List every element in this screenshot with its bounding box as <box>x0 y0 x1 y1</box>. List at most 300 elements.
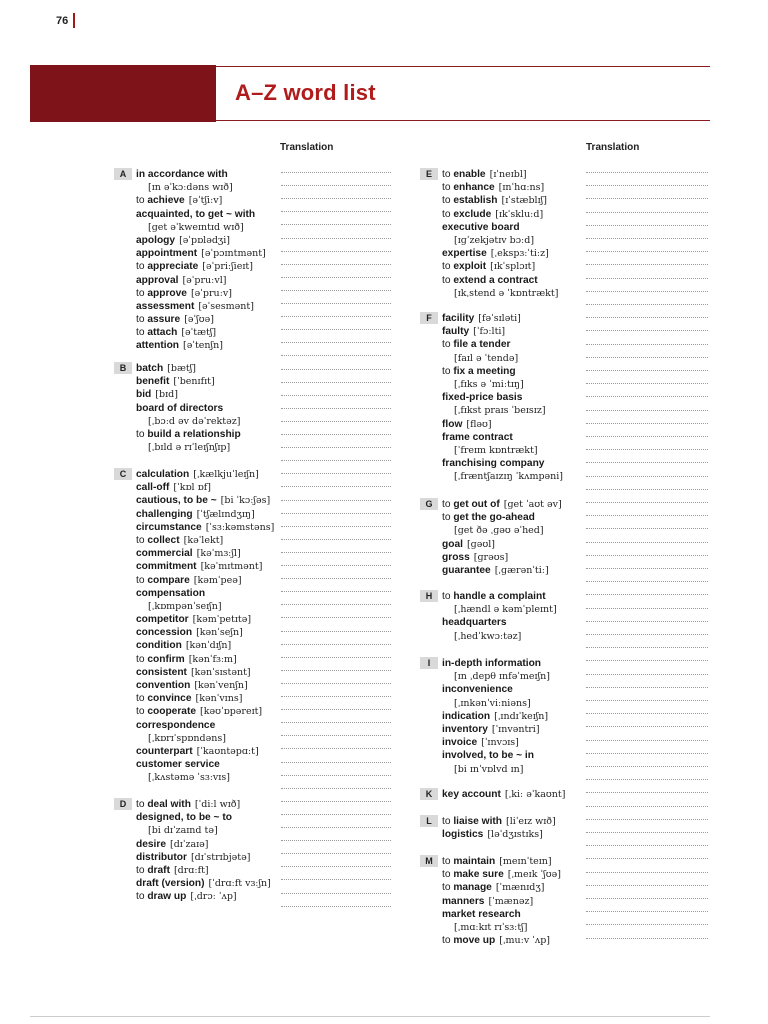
translation-line[interactable] <box>281 722 391 723</box>
word-entry <box>442 365 563 378</box>
entry-word: maintain <box>453 856 496 867</box>
translation-line[interactable] <box>586 872 708 873</box>
translation-line[interactable] <box>586 291 708 292</box>
section-letter: L <box>420 815 438 827</box>
translation-line[interactable] <box>281 565 391 566</box>
word-entry <box>442 815 556 828</box>
entry-prefix: to <box>136 287 148 299</box>
entry-pronunciation: [kənˈvɪns] <box>195 693 243 705</box>
translation-line[interactable] <box>586 410 708 411</box>
entry-pronunciation: [ˌdrɔː ˈʌp] <box>190 891 237 903</box>
translation-line[interactable] <box>586 924 708 925</box>
entry-word: concession <box>136 627 193 639</box>
word-entry <box>442 391 563 404</box>
word-entry <box>442 749 550 762</box>
translation-line[interactable] <box>586 858 708 859</box>
entry-pronunciation: [ˌmɑːkɪt rɪˈsɜːtʃ] <box>454 921 528 933</box>
entry-pronunciation: [ˈfɔːlti] <box>473 326 506 338</box>
page-title: A–Z word list <box>235 80 376 105</box>
entry-prefix: to <box>442 591 454 602</box>
word-entry <box>136 679 274 692</box>
translation-line[interactable] <box>281 617 391 618</box>
entry-word: inconvenience <box>442 684 513 696</box>
entry-word: goal <box>442 538 463 550</box>
entry-word: in accordance with <box>136 169 228 180</box>
translation-line[interactable] <box>281 329 391 330</box>
section-entries <box>136 468 274 785</box>
translation-line[interactable] <box>281 421 391 422</box>
translation-line[interactable] <box>281 853 391 854</box>
translation-line[interactable] <box>586 515 708 516</box>
entry-pronunciation: [ɪkˈskluːd] <box>495 208 544 220</box>
entry-prefix: to <box>442 208 454 220</box>
word-entry <box>136 653 274 666</box>
translation-line[interactable] <box>281 748 391 749</box>
entry-prefix: to <box>136 261 148 273</box>
translation-line[interactable] <box>586 766 708 767</box>
word-entry <box>442 338 563 351</box>
translation-line[interactable] <box>281 290 391 291</box>
translation-line[interactable] <box>281 447 391 448</box>
entry-word: fix a meeting <box>453 365 516 377</box>
word-entry <box>136 666 274 679</box>
translation-line[interactable] <box>281 827 391 828</box>
entry-prefix: to <box>442 512 454 524</box>
pronunciation-line <box>136 441 241 454</box>
entry-pronunciation: [ˌfɪkst praɪs ˈbeɪsɪz] <box>454 405 546 417</box>
translation-line[interactable] <box>281 906 391 907</box>
translation-line[interactable] <box>586 251 708 252</box>
translation-line[interactable] <box>586 330 708 331</box>
entry-pronunciation: [ɪkˈsplɔɪt] <box>490 261 536 273</box>
entry-prefix: to <box>442 339 454 351</box>
translation-line[interactable] <box>281 696 391 697</box>
translation-line[interactable] <box>586 647 708 648</box>
entry-word: designed, to be ~ to <box>136 812 232 824</box>
section-letter: G <box>420 498 438 510</box>
translation-line[interactable] <box>586 911 708 912</box>
pronunciation-line <box>442 670 550 683</box>
pronunciation-line <box>136 600 274 613</box>
translation-line[interactable] <box>281 251 391 252</box>
translation-line[interactable] <box>586 594 708 595</box>
translation-line[interactable] <box>586 740 708 741</box>
translation-line[interactable] <box>281 460 391 461</box>
entry-prefix: to <box>442 182 454 194</box>
pronunciation-line <box>442 444 563 457</box>
translation-line[interactable] <box>281 395 391 396</box>
header-red-block <box>30 65 216 122</box>
entry-prefix: to <box>442 365 454 377</box>
word-entry <box>442 710 550 723</box>
word-entry <box>136 194 266 207</box>
word-entry <box>136 326 266 339</box>
entry-pronunciation: [ˌmeɪk ˈʃʊə] <box>507 869 561 881</box>
entry-word: approve <box>147 287 187 299</box>
translation-line[interactable] <box>281 408 391 409</box>
translation-line[interactable] <box>281 644 391 645</box>
entry-pronunciation: [ˌbɔːd əv dəˈrektəz] <box>148 415 241 427</box>
word-entry <box>442 828 556 841</box>
translation-line[interactable] <box>586 845 708 846</box>
word-entry <box>136 388 241 401</box>
entry-word: expertise <box>442 248 487 260</box>
entry-prefix: to <box>136 428 148 440</box>
entry-word: make sure <box>453 869 504 881</box>
entry-pronunciation: [ˌfɪks ə ˈmiːtɪŋ] <box>454 378 524 390</box>
word-entry <box>442 260 558 273</box>
translation-line[interactable] <box>586 753 708 754</box>
entry-prefix: to <box>136 864 148 876</box>
entry-pronunciation: [ɡəʊl] <box>466 538 495 550</box>
entry-word: compare <box>147 574 190 586</box>
entry-word: appreciate <box>147 261 199 273</box>
section-letter: M <box>420 855 438 867</box>
word-entry <box>136 639 274 652</box>
entry-word: collect <box>147 534 180 546</box>
entry-word: establish <box>453 195 498 207</box>
translation-line[interactable] <box>586 726 708 727</box>
bottom-rule <box>30 1016 710 1017</box>
entry-pronunciation: [fləʊ] <box>466 418 492 430</box>
translation-line[interactable] <box>586 212 708 213</box>
word-entry <box>442 788 565 801</box>
entry-prefix: to <box>136 574 148 586</box>
section-entries <box>442 788 565 801</box>
entry-word: bid <box>136 389 152 401</box>
entry-pronunciation: [ˈkaʊntəpɑːt] <box>196 745 259 757</box>
entry-word: desire <box>136 838 167 850</box>
entry-word: competitor <box>136 614 189 626</box>
pronunciation-line <box>136 415 241 428</box>
translation-line[interactable] <box>281 814 391 815</box>
word-entry <box>442 168 558 181</box>
entry-pronunciation: [ˈmænəz] <box>488 895 534 907</box>
entry-word: exploit <box>453 261 487 273</box>
section-letter: H <box>420 590 438 602</box>
translation-line[interactable] <box>586 542 708 543</box>
translation-line[interactable] <box>586 396 708 397</box>
word-entry <box>442 221 558 234</box>
word-entry <box>136 626 274 639</box>
entry-prefix: to <box>442 499 454 510</box>
word-entry <box>136 300 266 313</box>
translation-line[interactable] <box>281 604 391 605</box>
pronunciation-line <box>442 524 562 537</box>
entry-pronunciation: [fəˈsɪləti] <box>478 313 521 324</box>
translation-line[interactable] <box>281 513 391 514</box>
entry-word: logistics <box>442 829 484 841</box>
translation-line[interactable] <box>586 449 708 450</box>
entry-pronunciation: [əˈpɔɪntmənt] <box>201 248 266 260</box>
translation-line[interactable] <box>586 264 708 265</box>
entry-pronunciation: [ɪnˈhɑːns] <box>498 182 545 194</box>
entry-pronunciation: [ˈmænɪdʒ] <box>495 882 545 894</box>
translation-line[interactable] <box>281 369 391 370</box>
word-entry <box>442 723 550 736</box>
translation-line[interactable] <box>586 198 708 199</box>
translation-line[interactable] <box>586 436 708 437</box>
entry-prefix: to <box>136 534 148 546</box>
entry-word: cautious, to be ~ <box>136 495 217 507</box>
translation-line[interactable] <box>281 342 391 343</box>
entry-prefix: to <box>442 816 454 827</box>
pronunciation-line <box>136 771 274 784</box>
word-entry <box>136 798 271 811</box>
translation-line[interactable] <box>281 788 391 789</box>
word-entry <box>136 274 266 287</box>
entry-pronunciation: [bi dɪˈzaɪnd tə] <box>148 825 218 837</box>
translation-line[interactable] <box>281 303 391 304</box>
translation-line[interactable] <box>281 224 391 225</box>
translation-line[interactable] <box>281 500 391 501</box>
section-entries <box>442 855 561 947</box>
entry-word: exclude <box>453 208 492 220</box>
translation-line[interactable] <box>586 819 708 820</box>
translation-line[interactable] <box>281 264 391 265</box>
entry-pronunciation: [ˌkiː əˈkaʊnt] <box>504 789 566 800</box>
entry-prefix: to <box>442 274 454 286</box>
translation-line[interactable] <box>281 840 391 841</box>
entry-pronunciation: [dɪˈzaɪə] <box>170 838 209 850</box>
translation-line[interactable] <box>586 172 708 173</box>
word-entry <box>442 538 562 551</box>
section-letter: E <box>420 168 438 180</box>
entry-word: counterpart <box>136 745 193 757</box>
entry-word: extend a contract <box>453 274 538 286</box>
translation-line[interactable] <box>281 486 391 487</box>
translation-line[interactable] <box>586 581 708 582</box>
translation-line[interactable] <box>586 792 708 793</box>
translation-line[interactable] <box>281 670 391 671</box>
entry-word: faulty <box>442 326 470 338</box>
translation-line[interactable] <box>586 568 708 569</box>
entry-pronunciation: [kəʊˈɒpəreɪt] <box>200 706 263 718</box>
entry-pronunciation: [ɪˈstæblɪʃ] <box>501 195 547 207</box>
entry-word: commercial <box>136 548 193 560</box>
translation-line[interactable] <box>586 832 708 833</box>
word-entry <box>136 287 266 300</box>
translation-line[interactable] <box>586 634 708 635</box>
word-entry <box>442 564 562 577</box>
translation-line[interactable] <box>586 938 708 939</box>
entry-word: call-off <box>136 482 170 494</box>
entry-word: indication <box>442 710 491 722</box>
translation-line[interactable] <box>586 779 708 780</box>
entry-pronunciation: [kəmˈpeə] <box>193 574 242 586</box>
entry-pronunciation: [ɡrəʊs] <box>473 551 509 563</box>
translation-line[interactable] <box>281 539 391 540</box>
word-entry <box>442 908 561 921</box>
word-entry <box>442 855 561 868</box>
entry-pronunciation: [kənˈfɜːm] <box>188 653 237 665</box>
entry-word: challenging <box>136 508 193 520</box>
translation-line[interactable] <box>281 185 391 186</box>
word-entry <box>442 736 550 749</box>
translation-line[interactable] <box>586 528 708 529</box>
entry-word: handle a complaint <box>453 591 546 602</box>
entry-pronunciation: [kəmˈpetɪtə] <box>192 614 252 626</box>
entry-pronunciation: [kəˈlekt] <box>183 534 224 546</box>
translation-line[interactable] <box>586 660 708 661</box>
translation-line[interactable] <box>281 198 391 199</box>
entry-prefix: to <box>442 935 454 947</box>
entry-word: batch <box>136 363 164 374</box>
entry-prefix: to <box>136 653 148 665</box>
translation-line[interactable] <box>586 225 708 226</box>
translation-line[interactable] <box>586 476 708 477</box>
translation-line[interactable] <box>586 423 708 424</box>
translation-line[interactable] <box>586 687 708 688</box>
translation-line[interactable] <box>586 806 708 807</box>
entry-word: file a tender <box>453 339 511 351</box>
entry-pronunciation: [ɪn əˈkɔːdəns wɪð] <box>148 182 233 194</box>
translation-line[interactable] <box>586 185 708 186</box>
word-entry <box>136 260 266 273</box>
pronunciation-line <box>136 181 266 194</box>
section-letter: A <box>114 168 132 180</box>
translation-line[interactable] <box>586 674 708 675</box>
word-entry <box>136 890 271 903</box>
entry-word: confirm <box>147 653 185 665</box>
word-entry <box>136 851 271 864</box>
translation-line[interactable] <box>586 555 708 556</box>
pronunciation-line <box>442 470 563 483</box>
entry-word: consistent <box>136 666 187 678</box>
translation-line[interactable] <box>586 713 708 714</box>
translation-line[interactable] <box>586 621 708 622</box>
entry-word: approval <box>136 274 179 286</box>
translation-line[interactable] <box>281 434 391 435</box>
entry-pronunciation: [ˌhedˈkwɔːtəz] <box>454 630 522 642</box>
translation-line[interactable] <box>586 344 708 345</box>
entry-word: apology <box>136 234 176 246</box>
word-entry <box>136 339 266 352</box>
entry-word: liaise with <box>453 816 503 827</box>
section-entries <box>442 312 563 483</box>
entry-pronunciation: [ˈbenɪfɪt] <box>173 376 215 388</box>
word-entry <box>442 551 562 564</box>
translation-line[interactable] <box>586 608 708 609</box>
word-entry <box>136 613 274 626</box>
translation-line[interactable] <box>586 304 708 305</box>
translation-line[interactable] <box>281 238 391 239</box>
word-entry <box>136 494 274 507</box>
translation-line[interactable] <box>586 278 708 279</box>
translation-line[interactable] <box>281 382 391 383</box>
translation-line[interactable] <box>281 355 391 356</box>
word-entry <box>136 692 274 705</box>
entry-word: customer service <box>136 759 220 771</box>
translation-line[interactable] <box>281 893 391 894</box>
translation-line[interactable] <box>281 473 391 474</box>
translation-line[interactable] <box>281 552 391 553</box>
translation-line[interactable] <box>281 172 391 173</box>
entry-pronunciation: [əˈpruːv] <box>190 287 232 299</box>
word-entry <box>442 498 562 511</box>
translation-line[interactable] <box>586 317 708 318</box>
entry-pronunciation: [bi ɪnˈvɒlvd ɪn] <box>454 763 524 775</box>
entry-prefix: to <box>442 882 454 894</box>
translation-header-right: Translation <box>586 142 640 153</box>
translation-line[interactable] <box>281 631 391 632</box>
word-entry <box>442 247 558 260</box>
translation-line[interactable] <box>281 316 391 317</box>
translation-line[interactable] <box>281 657 391 658</box>
entry-word: manners <box>442 895 485 907</box>
pronunciation-line <box>442 921 561 934</box>
translation-line[interactable] <box>281 735 391 736</box>
section-letter: C <box>114 468 132 480</box>
entry-pronunciation: [ˈɪnvəntri] <box>491 723 540 735</box>
entry-pronunciation: [ˌfræntʃaɪzɪŋ ˈkʌmpəni] <box>454 471 564 483</box>
entry-pronunciation: [əˈsesmənt] <box>198 300 254 312</box>
entry-pronunciation: [ˌɡærənˈtiː] <box>494 564 549 576</box>
entry-pronunciation: [ˌkælkjuˈleɪʃn] <box>193 469 259 480</box>
entry-pronunciation: [bætʃ] <box>167 363 196 374</box>
translation-line[interactable] <box>281 709 391 710</box>
entry-word: condition <box>136 640 182 652</box>
entry-word: draft <box>147 864 170 876</box>
entry-pronunciation: [ɪn ˌdepθ ɪnfəˈmeɪʃn] <box>454 671 550 683</box>
entry-word: appointment <box>136 248 198 260</box>
header-rule-bottom <box>216 120 710 121</box>
entry-prefix: to <box>136 799 148 810</box>
entry-word: draft (version) <box>136 878 205 890</box>
word-entry <box>136 521 274 534</box>
translation-line[interactable] <box>586 898 708 899</box>
entry-prefix: to <box>442 261 454 273</box>
translation-line[interactable] <box>281 591 391 592</box>
translation-line[interactable] <box>586 370 708 371</box>
translation-line[interactable] <box>281 866 391 867</box>
translation-line[interactable] <box>281 801 391 802</box>
translation-line[interactable] <box>586 700 708 701</box>
translation-line[interactable] <box>281 683 391 684</box>
entry-pronunciation: [meɪnˈteɪn] <box>499 856 552 867</box>
translation-line[interactable] <box>586 489 708 490</box>
translation-line[interactable] <box>586 885 708 886</box>
entry-pronunciation: [faɪl ə ˈtendə] <box>454 352 519 364</box>
page-number: 76 <box>56 15 69 27</box>
translation-line[interactable] <box>281 526 391 527</box>
entry-word: correspondence <box>136 719 216 731</box>
word-entry <box>136 705 274 718</box>
translation-line[interactable] <box>586 462 708 463</box>
translation-line[interactable] <box>281 879 391 880</box>
entry-pronunciation: [kənˈdɪʃn] <box>185 640 232 652</box>
entry-prefix: to <box>136 693 148 705</box>
translation-line[interactable] <box>281 762 391 763</box>
translation-line[interactable] <box>281 775 391 776</box>
word-entry <box>136 547 274 560</box>
translation-line[interactable] <box>586 238 708 239</box>
translation-line[interactable] <box>281 277 391 278</box>
translation-line[interactable] <box>281 211 391 212</box>
entry-word: invoice <box>442 737 478 749</box>
translation-line[interactable] <box>281 578 391 579</box>
entry-word: frame contract <box>442 431 513 443</box>
entry-pronunciation: [ləˈdʒɪstɪks] <box>487 829 543 841</box>
translation-line[interactable] <box>586 502 708 503</box>
word-entry <box>136 313 266 326</box>
entry-pronunciation: [ˌkʌstəmə ˈsɜːvɪs] <box>148 772 230 784</box>
translation-line[interactable] <box>586 357 708 358</box>
translation-line[interactable] <box>586 383 708 384</box>
entry-word: convince <box>147 693 192 705</box>
section-entries <box>442 657 550 776</box>
entry-pronunciation: [ˈdrɑːft vɜːʃn] <box>208 878 271 890</box>
